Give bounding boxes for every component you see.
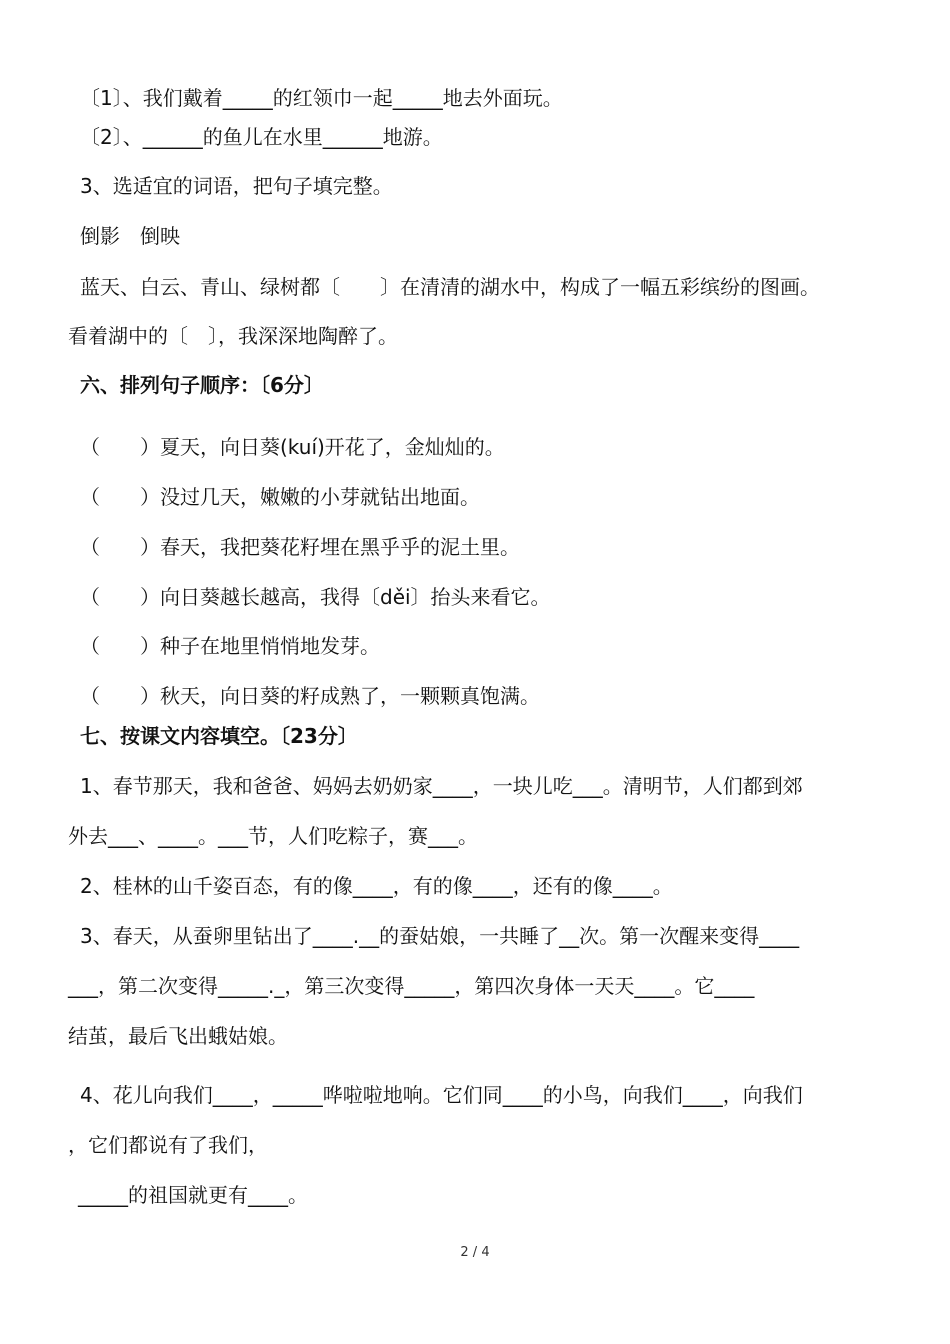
text-line: 〔2〕、______的鱼儿在水里______地游。 bbox=[80, 125, 443, 149]
text-line: （ ）没过几天，嫩嫩的小芽就钻出地面。 bbox=[80, 485, 480, 509]
text-line: ___，第二次变得_____._，第三次变得_____，第四次身体一天天____。它____ bbox=[68, 974, 755, 998]
text-line: 3、春天，从蚕卵里钻出了____.__的蚕姑娘，一共睡了__次。第一次醒来变得____ bbox=[80, 924, 800, 948]
text-line: 看着湖中的〔 〕，我深深地陶醉了。 bbox=[68, 324, 398, 348]
text-line: 4、花儿向我们____，_____哗啦啦地响。它们同____的小鸟，向我们____，向我们 bbox=[80, 1083, 803, 1107]
text-line: 倒影 倒映 bbox=[80, 224, 180, 248]
text-line: （ ）夏天，向日葵(kuí)开花了，金灿灿的。 bbox=[80, 435, 505, 459]
text-line: 2、桂林的山千姿百态，有的像____，有的像____，还有的像____。 bbox=[80, 874, 673, 898]
text-line: 1、春节那天，我和爸爸、妈妈去奶奶家____，一块儿吃___。清明节，人们都到郊 bbox=[80, 774, 803, 798]
text-line: 外去___、____。___节，人们吃粽子，赛___。 bbox=[68, 824, 478, 848]
text-line: 〔1〕、我们戴着_____的红领巾一起_____地去外面玩。 bbox=[80, 86, 563, 110]
section-heading: 七、按课文内容填空。〔23分〕 bbox=[80, 724, 358, 748]
text-line: 3、选适宜的词语，把句子填完整。 bbox=[80, 174, 393, 198]
text-line: 蓝天、白云、青山、绿树都〔 〕在清清的湖水中，构成了一幅五彩缤纷的图画。 bbox=[80, 275, 820, 299]
section-heading: 六、排列句子顺序：〔6分〕 bbox=[80, 373, 324, 397]
text-line: （ ）秋天，向日葵的籽成熟了，一颗颗真饱满。 bbox=[80, 684, 540, 708]
text-line: _____的祖国就更有____。 bbox=[78, 1183, 308, 1207]
text-line: （ ）春天，我把葵花籽埋在黑乎乎的泥土里。 bbox=[80, 535, 520, 559]
text-line: （ ）向日葵越长越高，我得〔děi〕抬头来看它。 bbox=[80, 585, 551, 609]
text-line: 结茧，最后飞出蛾姑娘。 bbox=[68, 1024, 288, 1048]
text-line: ，它们都说有了我们， bbox=[68, 1133, 268, 1157]
page-number: 2 / 4 bbox=[460, 1245, 490, 1260]
text-line: （ ）种子在地里悄悄地发芽。 bbox=[80, 634, 380, 658]
